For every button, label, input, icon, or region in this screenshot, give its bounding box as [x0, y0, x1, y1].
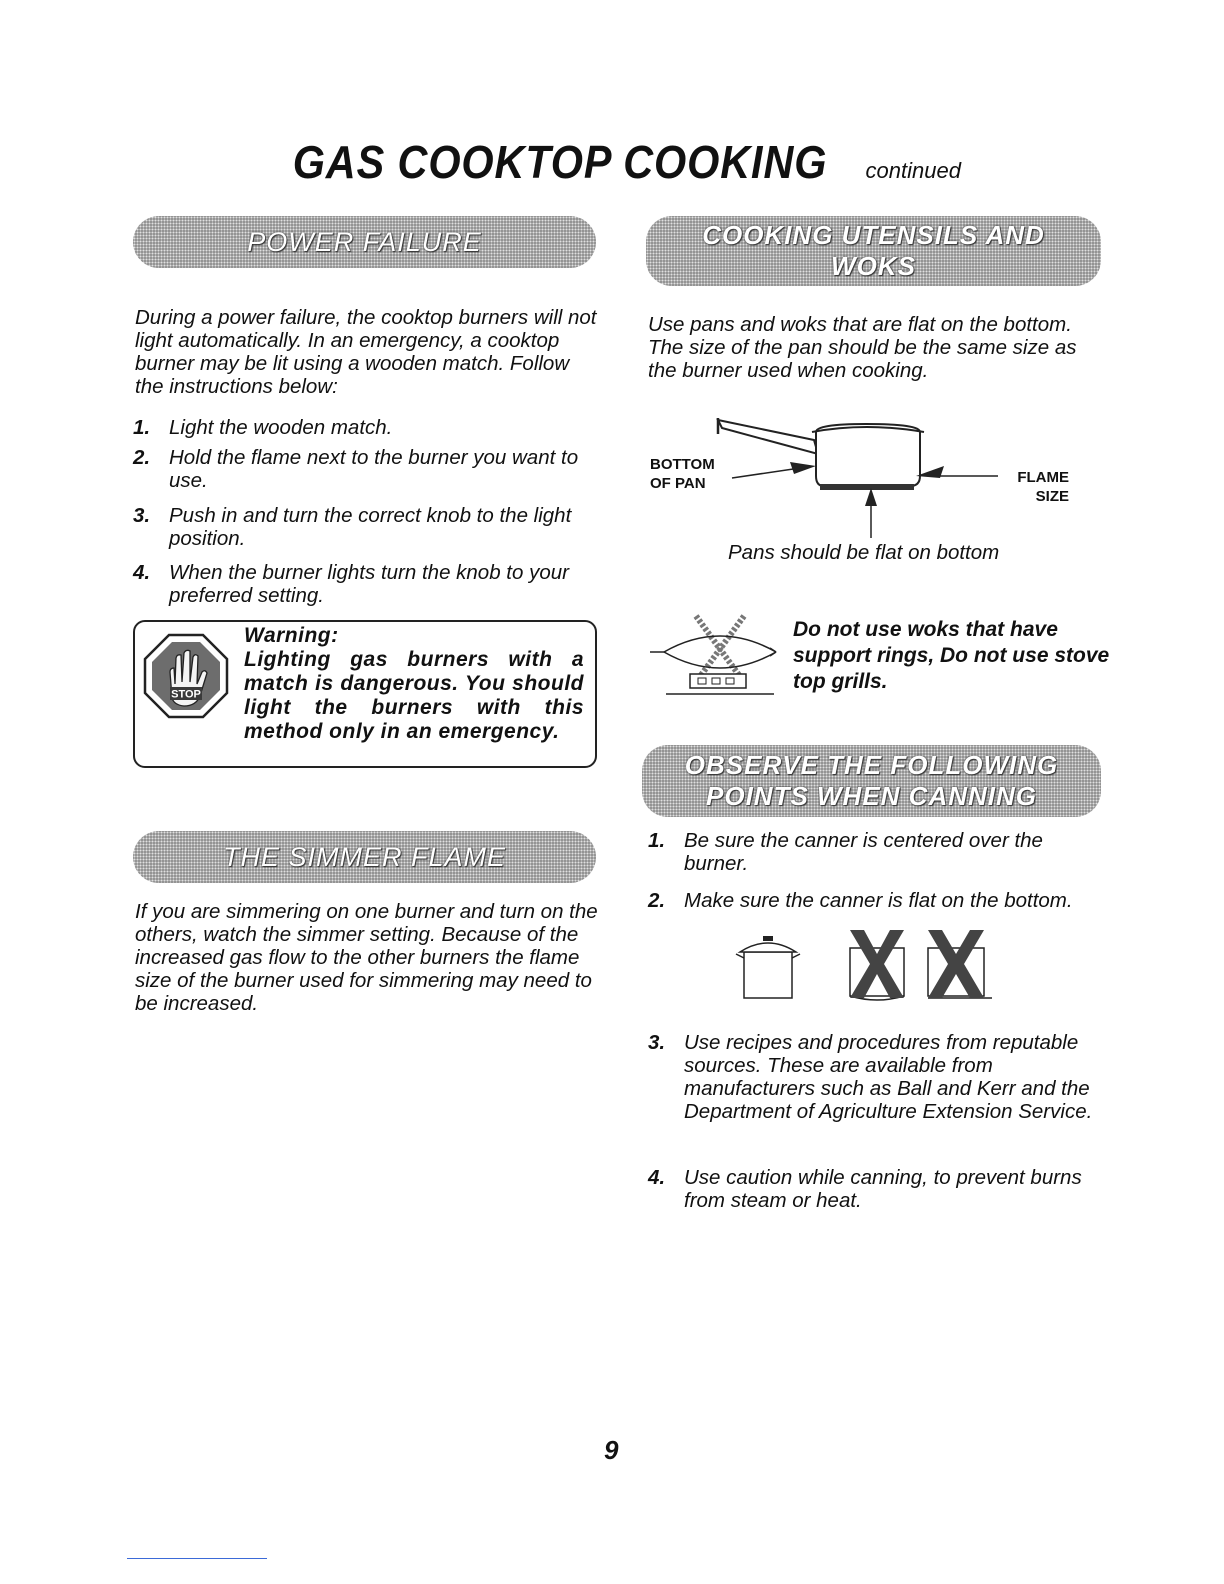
- ridged-canner-x-icon: [928, 930, 992, 998]
- label-bottom-line-2: OF PAN: [650, 475, 706, 492]
- power-failure-step-3: [133, 504, 600, 550]
- label-flame-line-1: FLAME: [1017, 469, 1069, 486]
- canning-item-1: [648, 829, 1108, 875]
- canner-diagram: [730, 924, 1000, 1004]
- step-text: Light the wooden match.: [169, 416, 393, 439]
- item-number: 3.: [648, 1031, 666, 1054]
- utensils-heading-line-2: WOKS: [831, 251, 916, 281]
- page-number: 9: [604, 1435, 619, 1465]
- power-failure-intro: During a power failure, the cooktop burners will not light automatically. In an emergency, a cooktop burner may be lit using a wooden match. Follow the instructions below:: [135, 306, 597, 398]
- simmer-text: If you are simmering on one burner and turn on the others, watch the simmer setting. Because of the increased gas flow to the other burners the flame size of the burner used for simmering may need to be increased.: [135, 900, 598, 1015]
- pan-diagram-caption: Pans should be flat on bottom: [728, 541, 1000, 564]
- footer-rule: [127, 1558, 267, 1559]
- page-title: [0, 135, 1224, 189]
- power-failure-step-1: [133, 416, 600, 439]
- power-failure-heading-text: POWER FAILURE: [247, 226, 482, 257]
- canning-item-4: [648, 1166, 1108, 1212]
- item-text: Be sure the canner is centered over the burner.: [684, 829, 1043, 875]
- wok-warning-text: Do not use woks that have support rings, Do not use stove top grills.: [793, 618, 1110, 693]
- label-bottom-of-pan: [650, 455, 715, 493]
- power-failure-step-2: [133, 446, 600, 492]
- simmer-flame-heading-text: THE SIMMER FLAME: [222, 841, 507, 872]
- page-title-main: GAS COOKTOP COOKING: [292, 136, 828, 188]
- flat-canner-icon: [736, 936, 800, 998]
- canning-heading-line-2: POINTS WHEN CANNING: [706, 781, 1037, 811]
- stop-hand-icon: [142, 632, 230, 720]
- canning-heading: [642, 745, 1101, 817]
- label-bottom-line-1: BOTTOM: [650, 456, 715, 473]
- warning-title: Warning:: [244, 624, 339, 647]
- power-failure-step-4: [133, 561, 600, 607]
- cooking-utensils-heading: [646, 216, 1101, 286]
- step-text: When the burner lights turn the knob to your preferred setting.: [169, 561, 569, 607]
- wok-ring-icon: [646, 612, 780, 710]
- page-title-continued: continued: [865, 158, 961, 183]
- canning-item-2: [648, 889, 1108, 912]
- step-text: Push in and turn the correct knob to the light position.: [169, 504, 572, 550]
- canning-heading-line-1: OBSERVE THE FOLLOWING: [684, 750, 1059, 780]
- warning-body: Lighting gas burners with a match is dangerous. You should light the burners with this method only in an emergency.: [244, 648, 584, 743]
- item-text: Make sure the canner is flat on the bottom.: [684, 889, 1073, 912]
- step-text: Hold the flame next to the burner you want to use.: [169, 446, 579, 492]
- step-number: 2.: [133, 446, 151, 469]
- simmer-flame-heading: [133, 831, 596, 883]
- utensils-heading-line-1: COOKING UTENSILS AND: [702, 220, 1045, 250]
- item-text: Use caution while canning, to prevent burns from steam or heat.: [684, 1166, 1082, 1212]
- step-number: 1.: [133, 416, 151, 439]
- rounded-canner-x-icon: [850, 930, 904, 1000]
- canning-item-3: [648, 1031, 1108, 1123]
- item-number: 1.: [648, 829, 666, 852]
- item-text: Use recipes and procedures from reputable sources. These are available from manufacturers such as Ball and Kerr and the Department of Agriculture Extension Service.: [684, 1031, 1093, 1123]
- label-flame-size: [1009, 468, 1069, 506]
- item-number: 4.: [648, 1166, 666, 1189]
- utensils-text: Use pans and woks that are flat on the bottom. The size of the pan should be the same size as the burner used when cooking.: [648, 313, 1077, 382]
- warning-text: [244, 624, 584, 744]
- step-number: 4.: [133, 561, 151, 584]
- stop-icon-label: STOP: [171, 688, 201, 701]
- item-number: 2.: [648, 889, 666, 912]
- power-failure-heading: [133, 216, 596, 268]
- step-number: 3.: [133, 504, 151, 527]
- label-flame-line-2: SIZE: [1035, 488, 1069, 505]
